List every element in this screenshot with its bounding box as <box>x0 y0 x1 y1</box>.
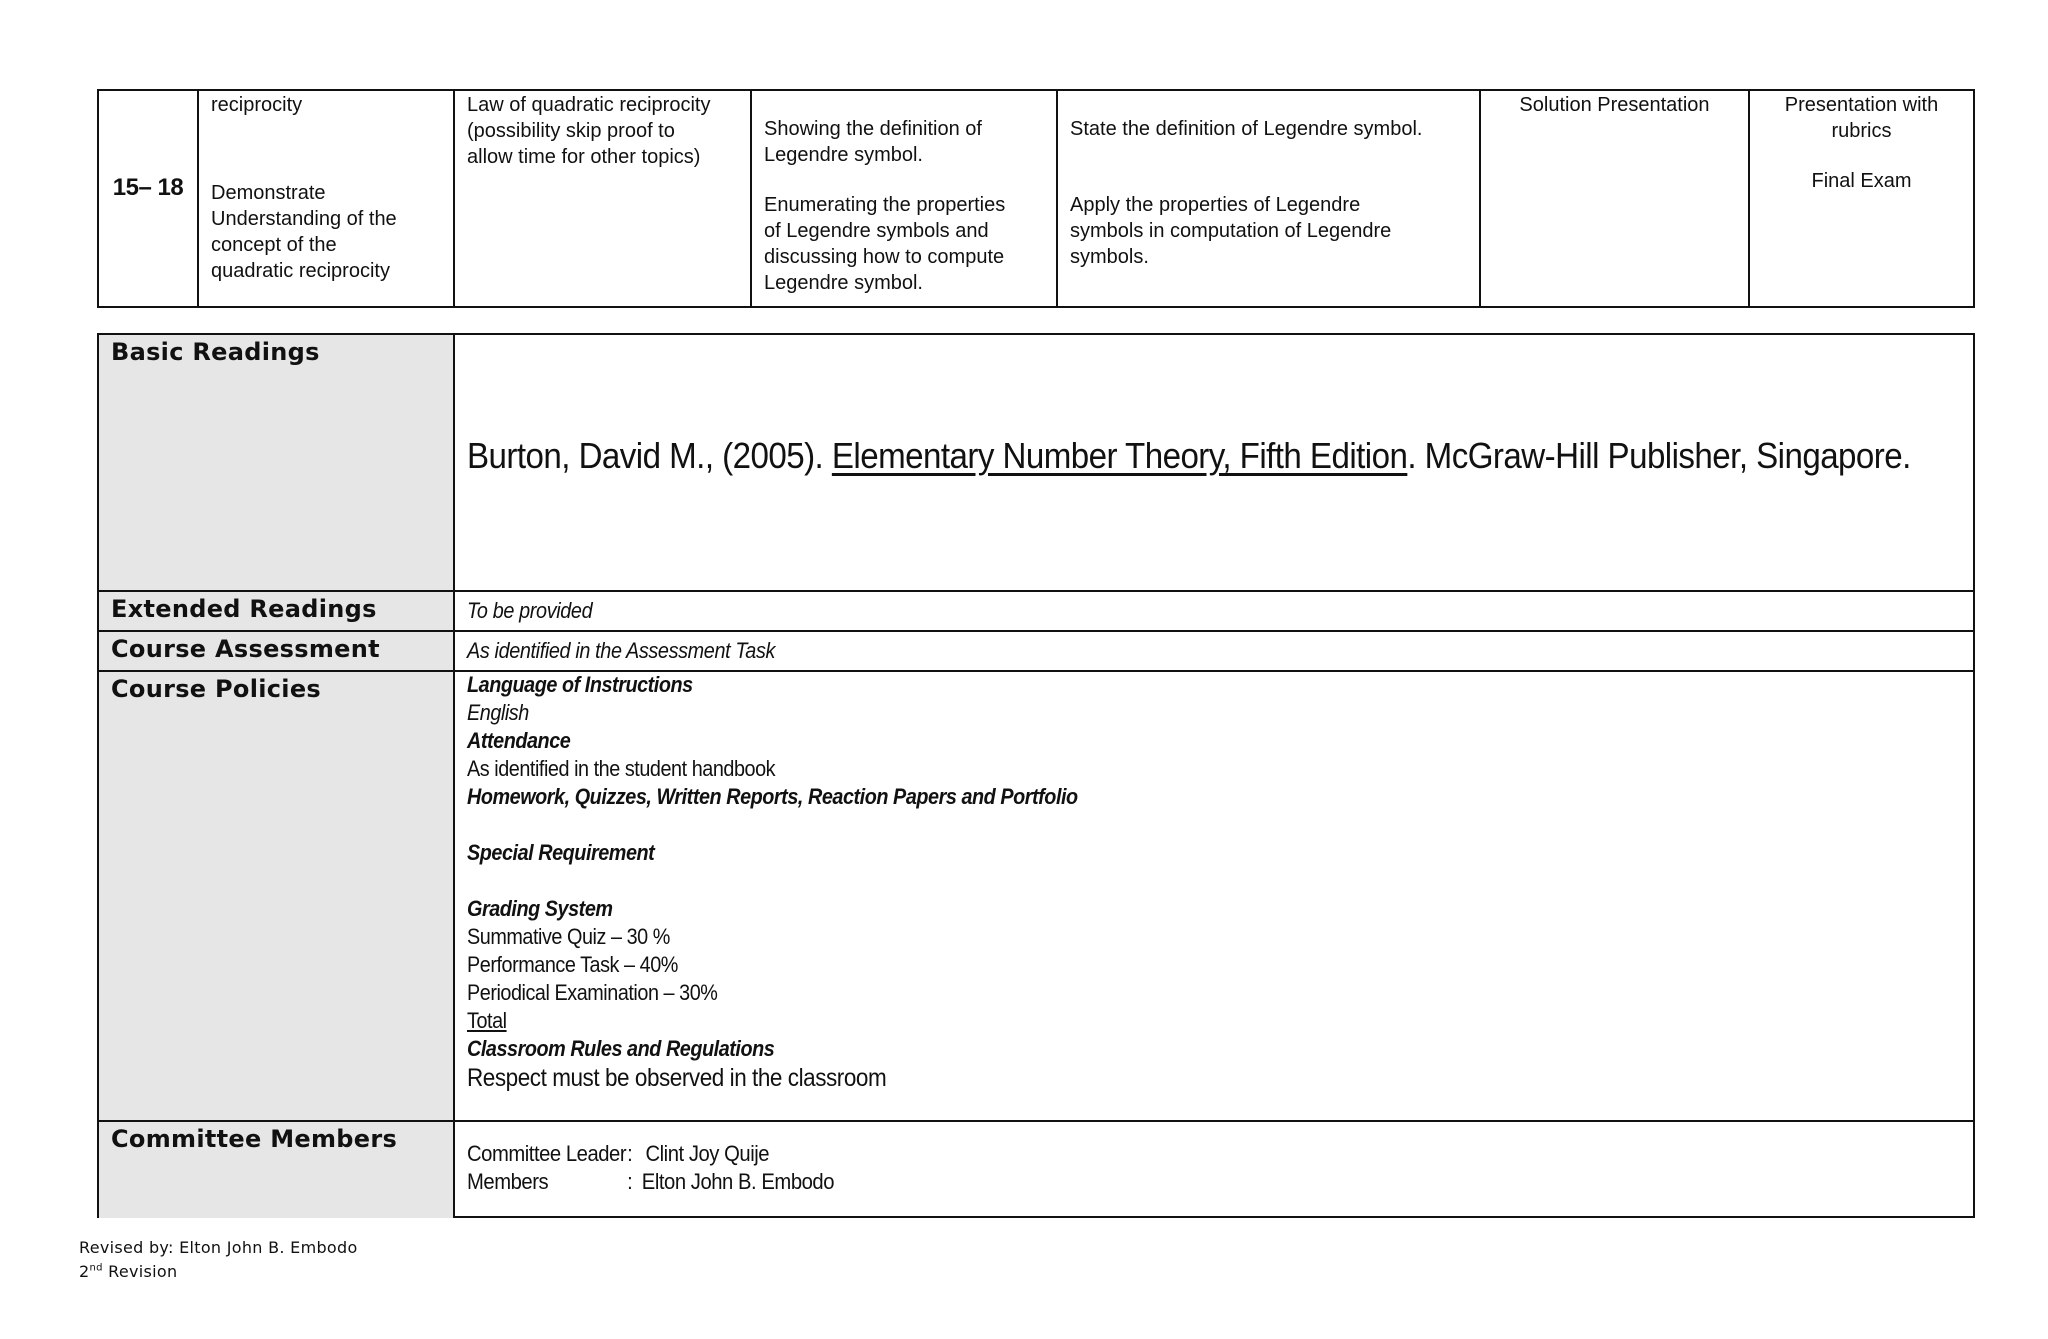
revision-number: 2 <box>79 1262 90 1281</box>
content-text: Law of quadratic reciprocity (possibility skip proof to allow time for other topics) <box>467 94 711 168</box>
grading-item: Performance Task – 40% <box>467 952 678 977</box>
revision-label <box>79 1262 177 1281</box>
outcome-cell <box>1058 91 1481 306</box>
rules-heading: Classroom Rules and Regulations <box>467 1036 775 1061</box>
extended-readings-value: To be provided <box>467 598 593 623</box>
topic-objective: Demonstrate Understanding of the concept of the quadratic reciprocity <box>211 182 397 282</box>
assessment-cell <box>1750 91 1973 306</box>
topic-title: reciprocity <box>211 94 303 116</box>
extended-readings-value-cell <box>455 592 1973 630</box>
citation-publisher: . McGraw-Hill Publisher, Singapore. <box>1407 435 1911 476</box>
revised-by: Revised by: Elton John B. Embodo <box>79 1238 358 1257</box>
grading-total: Total <box>467 1008 507 1033</box>
course-assessment-label: Course Assessment <box>99 632 455 670</box>
course-policies-value <box>455 672 1973 1120</box>
citation-author: Burton, David M., (2005). <box>467 435 832 476</box>
course-policies-row <box>99 672 1973 1122</box>
content-cell <box>455 91 752 306</box>
committee-members-line <box>467 1169 835 1195</box>
citation <box>467 435 1911 477</box>
course-assessment-value-cell <box>455 632 1973 670</box>
resource-cell <box>1481 91 1750 306</box>
tla-text-2: Enumerating the properties of Legendre symbols and discussing how to compute Legendre symbol. <box>764 194 1006 294</box>
topic-cell <box>199 91 455 306</box>
course-info-table <box>97 333 1975 1218</box>
language-value: English <box>467 700 529 725</box>
course-assessment-value: As identified in the Assessment Task <box>467 638 776 663</box>
resource-text: Solution Presentation <box>1519 94 1710 116</box>
tla-cell <box>752 91 1058 306</box>
grading-heading: Grading System <box>467 896 613 921</box>
language-heading: Language of Instructions <box>467 672 693 697</box>
members-separator: : <box>627 1169 633 1194</box>
attendance-value: As identified in the student handbook <box>467 756 776 781</box>
grading-item: Summative Quiz – 30 % <box>467 924 670 949</box>
members-label: Members <box>467 1169 549 1194</box>
committee-leader-line <box>467 1141 770 1167</box>
basic-readings-label: Basic Readings <box>99 335 455 590</box>
special-requirement-heading: Special Requirement <box>467 840 655 865</box>
homework-heading: Homework, Quizzes, Written Reports, Reaction Papers and Portfolio <box>467 784 1078 809</box>
schedule-table <box>97 89 1975 308</box>
course-policies-label: Course Policies <box>99 672 455 1120</box>
basic-readings-row <box>99 335 1973 592</box>
committee-label: Committee Members <box>99 1122 455 1218</box>
leader-separator: : <box>627 1141 633 1166</box>
committee-row <box>99 1122 1973 1218</box>
tla-text-1: Showing the definition of Legendre symbol. <box>764 118 982 166</box>
members-name: Elton John B. Embodo <box>641 1169 835 1194</box>
leader-label: Committee Leader <box>467 1141 627 1166</box>
outcome-text-2: Apply the properties of Legendre symbols in computation of Legendre symbols. <box>1070 194 1392 268</box>
assessment-text-1: Presentation with rubrics <box>1784 94 1939 142</box>
week-label: 15– 18 <box>112 174 184 201</box>
assessment-text-2: Final Exam <box>1811 170 1912 192</box>
rules-value: Respect must be observed in the classroom <box>467 1064 887 1092</box>
course-assessment-row <box>99 632 1973 672</box>
committee-value <box>455 1122 1973 1218</box>
grading-item: Periodical Examination – 30% <box>467 980 718 1005</box>
revision-suffix: nd <box>89 1262 103 1274</box>
week-cell <box>99 91 199 306</box>
attendance-heading: Attendance <box>467 728 571 753</box>
outcome-text-1: State the definition of Legendre symbol. <box>1070 118 1423 140</box>
extended-readings-label: Extended Readings <box>99 592 455 630</box>
leader-name: Clint Joy Quije <box>645 1141 770 1166</box>
citation-title: Elementary Number Theory, Fifth Edition <box>831 435 1408 476</box>
basic-readings-value <box>455 335 1973 590</box>
extended-readings-row <box>99 592 1973 632</box>
revision-word: Revision <box>102 1262 178 1281</box>
